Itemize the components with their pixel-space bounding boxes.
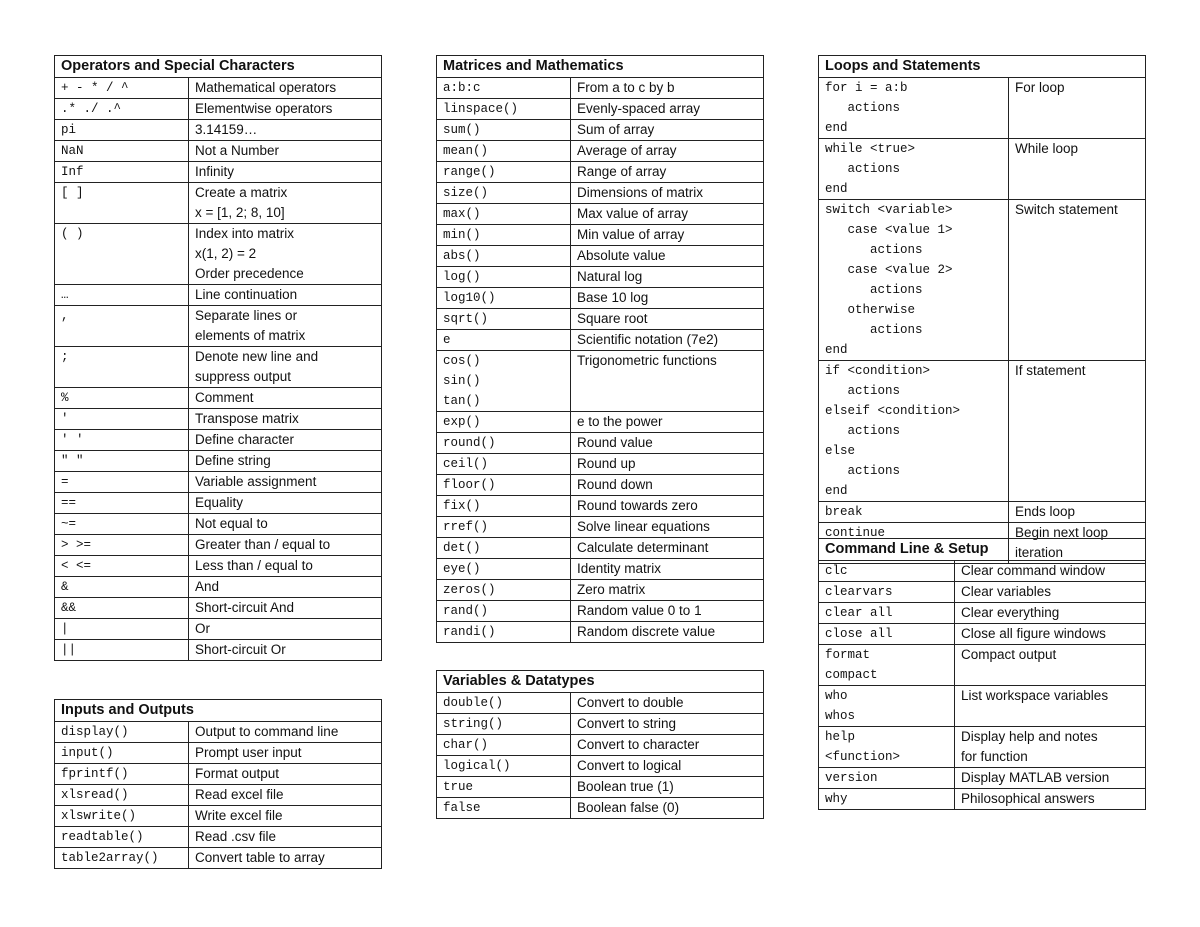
code-cell: rand() [437, 601, 571, 622]
description-cell: Infinity [189, 162, 382, 183]
code-cell: floor() [437, 475, 571, 496]
description-cell: If statement [1009, 361, 1146, 502]
table-row [55, 514, 382, 535]
code-cell: pi [55, 120, 189, 141]
description-cell: 3.14159… [189, 120, 382, 141]
table-row [819, 502, 1146, 523]
code-cell: for i = a:b actions end [819, 78, 1009, 139]
code-cell: false [437, 798, 571, 819]
description-cell: Convert to logical [571, 756, 764, 777]
description-cell: Round up [571, 454, 764, 475]
description-cell: Base 10 log [571, 288, 764, 309]
code-cell: range() [437, 162, 571, 183]
code-cell: ' [55, 409, 189, 430]
table-row [55, 306, 382, 347]
table-row [437, 204, 764, 225]
code-cell: if <condition> actions elseif <condition> actions else actions end [819, 361, 1009, 502]
code-cell: display() [55, 722, 189, 743]
code-cell: char() [437, 735, 571, 756]
table-row [437, 798, 764, 819]
description-cell: Clear everything [955, 603, 1146, 624]
description-cell: Min value of array [571, 225, 764, 246]
table-row [437, 78, 764, 99]
table-row [819, 789, 1146, 810]
table-row [55, 430, 382, 451]
description-cell: Clear command window [955, 561, 1146, 582]
table-row [437, 756, 764, 777]
code-cell: max() [437, 204, 571, 225]
description-cell: Absolute value [571, 246, 764, 267]
code-cell: > >= [55, 535, 189, 556]
description-cell: Read excel file [189, 785, 382, 806]
table-row [55, 99, 382, 120]
code-cell: abs() [437, 246, 571, 267]
description-cell: Random discrete value [571, 622, 764, 643]
table-row [437, 433, 764, 454]
matrices-table [436, 55, 764, 643]
table-row [55, 806, 382, 827]
code-cell: e [437, 330, 571, 351]
table-row [437, 517, 764, 538]
code-cell: " " [55, 451, 189, 472]
code-cell: switch <variable> case <value 1> actions case <value 2> actions otherwise actions end [819, 200, 1009, 361]
description-cell: Short-circuit Or [189, 640, 382, 661]
description-cell: Sum of array [571, 120, 764, 141]
table-row [55, 451, 382, 472]
description-cell: Philosophical answers [955, 789, 1146, 810]
table-row [437, 309, 764, 330]
table-row [55, 785, 382, 806]
table-row [55, 285, 382, 306]
code-cell: a:b:c [437, 78, 571, 99]
table-row [437, 538, 764, 559]
description-cell: Natural log [571, 267, 764, 288]
table-row [437, 601, 764, 622]
code-cell: readtable() [55, 827, 189, 848]
code-cell: clear all [819, 603, 955, 624]
code-cell: & [55, 577, 189, 598]
table-row [437, 622, 764, 643]
code-cell: table2array() [55, 848, 189, 869]
code-cell: det() [437, 538, 571, 559]
table-row [437, 412, 764, 433]
description-cell: Boolean false (0) [571, 798, 764, 819]
code-cell: == [55, 493, 189, 514]
description-cell: Identity matrix [571, 559, 764, 580]
code-cell: randi() [437, 622, 571, 643]
table-row [437, 351, 764, 412]
code-cell: string() [437, 714, 571, 735]
table-row [437, 162, 764, 183]
table-row [55, 722, 382, 743]
code-cell: size() [437, 183, 571, 204]
description-cell: Ends loop [1009, 502, 1146, 523]
description-cell: From a to c by b [571, 78, 764, 99]
table-row [819, 78, 1146, 139]
table-row [819, 603, 1146, 624]
description-cell: Prompt user input [189, 743, 382, 764]
table-row [437, 225, 764, 246]
operators-table [54, 55, 382, 661]
table-row [819, 582, 1146, 603]
description-cell: And [189, 577, 382, 598]
code-cell: [ ] [55, 183, 189, 224]
loops-table [818, 55, 1146, 564]
description-cell: Trigonometric functions [571, 351, 764, 412]
table-row [55, 120, 382, 141]
code-cell: xlswrite() [55, 806, 189, 827]
table-row [819, 561, 1146, 582]
table-row [55, 224, 382, 285]
table-row [819, 686, 1146, 727]
table-row [55, 640, 382, 661]
table-row [819, 624, 1146, 645]
description-cell: Close all figure windows [955, 624, 1146, 645]
code-cell: linspace() [437, 99, 571, 120]
code-cell: true [437, 777, 571, 798]
variables-table [436, 670, 764, 819]
code-cell: who whos [819, 686, 955, 727]
description-cell: Read .csv file [189, 827, 382, 848]
code-cell: zeros() [437, 580, 571, 601]
description-cell: List workspace variables [955, 686, 1146, 727]
code-cell: double() [437, 693, 571, 714]
code-cell: continue [819, 523, 1009, 564]
description-cell: Square root [571, 309, 764, 330]
table-row [55, 827, 382, 848]
description-cell: Comment [189, 388, 382, 409]
table-row [819, 361, 1146, 502]
description-cell: Display MATLAB version [955, 768, 1146, 789]
table-row [55, 556, 382, 577]
code-cell: % [55, 388, 189, 409]
inputs-outputs-table [54, 699, 382, 869]
description-cell: Separate lines or elements of matrix [189, 306, 382, 347]
code-cell: sum() [437, 120, 571, 141]
description-cell: Convert to character [571, 735, 764, 756]
code-cell: input() [55, 743, 189, 764]
table-row [55, 764, 382, 785]
code-cell: sqrt() [437, 309, 571, 330]
description-cell: Dimensions of matrix [571, 183, 764, 204]
table-row [437, 99, 764, 120]
description-cell: Scientific notation (7e2) [571, 330, 764, 351]
description-cell: Transpose matrix [189, 409, 382, 430]
code-cell: exp() [437, 412, 571, 433]
table-row [437, 120, 764, 141]
table-row [819, 727, 1146, 768]
code-cell: rref() [437, 517, 571, 538]
code-cell: cos() sin() tan() [437, 351, 571, 412]
table-row [55, 472, 382, 493]
table-row [437, 777, 764, 798]
table-row [55, 183, 382, 224]
code-cell: && [55, 598, 189, 619]
code-cell: ~= [55, 514, 189, 535]
code-cell: + - * / ^ [55, 78, 189, 99]
description-cell: Convert to string [571, 714, 764, 735]
code-cell: break [819, 502, 1009, 523]
code-cell: help <function> [819, 727, 955, 768]
code-cell: clearvars [819, 582, 955, 603]
table-row [55, 493, 382, 514]
description-cell: Round down [571, 475, 764, 496]
code-cell: round() [437, 433, 571, 454]
code-cell: || [55, 640, 189, 661]
code-cell: logical() [437, 756, 571, 777]
description-cell: Display help and notes for function [955, 727, 1146, 768]
description-cell: Convert to double [571, 693, 764, 714]
code-cell: eye() [437, 559, 571, 580]
inputs-outputs-title: Inputs and Outputs [55, 700, 382, 722]
code-cell: | [55, 619, 189, 640]
code-cell: Inf [55, 162, 189, 183]
table-row [55, 162, 382, 183]
command-line-title: Command Line & Setup [819, 539, 1146, 561]
table-row [55, 347, 382, 388]
description-cell: Zero matrix [571, 580, 764, 601]
description-cell: Average of array [571, 141, 764, 162]
description-cell: Define character [189, 430, 382, 451]
variables-title: Variables & Datatypes [437, 671, 764, 693]
table-row [819, 139, 1146, 200]
description-cell: Round towards zero [571, 496, 764, 517]
code-cell: version [819, 768, 955, 789]
code-cell: NaN [55, 141, 189, 162]
description-cell: Clear variables [955, 582, 1146, 603]
table-row [55, 577, 382, 598]
description-cell: Round value [571, 433, 764, 454]
table-row [437, 693, 764, 714]
code-cell: format compact [819, 645, 955, 686]
description-cell: Random value 0 to 1 [571, 601, 764, 622]
code-cell: .* ./ .^ [55, 99, 189, 120]
description-cell: Less than / equal to [189, 556, 382, 577]
description-cell: For loop [1009, 78, 1146, 139]
table-row [819, 645, 1146, 686]
description-cell: Or [189, 619, 382, 640]
table-row [437, 267, 764, 288]
code-cell: close all [819, 624, 955, 645]
description-cell: e to the power [571, 412, 764, 433]
table-row [437, 714, 764, 735]
description-cell: Define string [189, 451, 382, 472]
code-cell: log10() [437, 288, 571, 309]
description-cell: Create a matrix x = [1, 2; 8, 10] [189, 183, 382, 224]
table-row [437, 288, 764, 309]
code-cell: mean() [437, 141, 571, 162]
description-cell: Line continuation [189, 285, 382, 306]
table-row [437, 559, 764, 580]
code-cell: fprintf() [55, 764, 189, 785]
table-row [437, 183, 764, 204]
description-cell: Mathematical operators [189, 78, 382, 99]
matrices-title: Matrices and Mathematics [437, 56, 764, 78]
table-row [55, 78, 382, 99]
code-cell: ceil() [437, 454, 571, 475]
description-cell: Index into matrix x(1, 2) = 2 Order precedence [189, 224, 382, 285]
description-cell: Output to command line [189, 722, 382, 743]
table-row [55, 409, 382, 430]
description-cell: Switch statement [1009, 200, 1146, 361]
table-row [437, 496, 764, 517]
table-row [437, 475, 764, 496]
description-cell: Compact output [955, 645, 1146, 686]
description-cell: Range of array [571, 162, 764, 183]
description-cell: Short-circuit And [189, 598, 382, 619]
description-cell: Elementwise operators [189, 99, 382, 120]
command-line-table [818, 538, 1146, 810]
description-cell: Convert table to array [189, 848, 382, 869]
description-cell: Format output [189, 764, 382, 785]
table-row [819, 200, 1146, 361]
table-row [55, 848, 382, 869]
description-cell: Write excel file [189, 806, 382, 827]
table-row [55, 598, 382, 619]
code-cell: fix() [437, 496, 571, 517]
table-row [437, 246, 764, 267]
code-cell: = [55, 472, 189, 493]
description-cell: Greater than / equal to [189, 535, 382, 556]
description-cell: Variable assignment [189, 472, 382, 493]
code-cell: < <= [55, 556, 189, 577]
code-cell: while <true> actions end [819, 139, 1009, 200]
table-row [437, 454, 764, 475]
table-row [437, 330, 764, 351]
table-row [819, 768, 1146, 789]
description-cell: Not a Number [189, 141, 382, 162]
table-row [55, 141, 382, 162]
table-row [55, 535, 382, 556]
code-cell: min() [437, 225, 571, 246]
code-cell: why [819, 789, 955, 810]
table-row [55, 619, 382, 640]
code-cell: … [55, 285, 189, 306]
description-cell: Not equal to [189, 514, 382, 535]
description-cell: Denote new line and suppress output [189, 347, 382, 388]
code-cell: , [55, 306, 189, 347]
code-cell: ; [55, 347, 189, 388]
operators-title: Operators and Special Characters [55, 56, 382, 78]
code-cell: ' ' [55, 430, 189, 451]
code-cell: xlsread() [55, 785, 189, 806]
description-cell: Boolean true (1) [571, 777, 764, 798]
table-row [55, 743, 382, 764]
description-cell: While loop [1009, 139, 1146, 200]
table-row [55, 388, 382, 409]
code-cell: clc [819, 561, 955, 582]
table-row [437, 141, 764, 162]
table-row [437, 735, 764, 756]
description-cell: Calculate determinant [571, 538, 764, 559]
description-cell: Begin next loop iteration [1009, 523, 1146, 564]
description-cell: Evenly-spaced array [571, 99, 764, 120]
description-cell: Equality [189, 493, 382, 514]
description-cell: Solve linear equations [571, 517, 764, 538]
table-row [437, 580, 764, 601]
code-cell: log() [437, 267, 571, 288]
code-cell: ( ) [55, 224, 189, 285]
description-cell: Max value of array [571, 204, 764, 225]
loops-title: Loops and Statements [819, 56, 1146, 78]
